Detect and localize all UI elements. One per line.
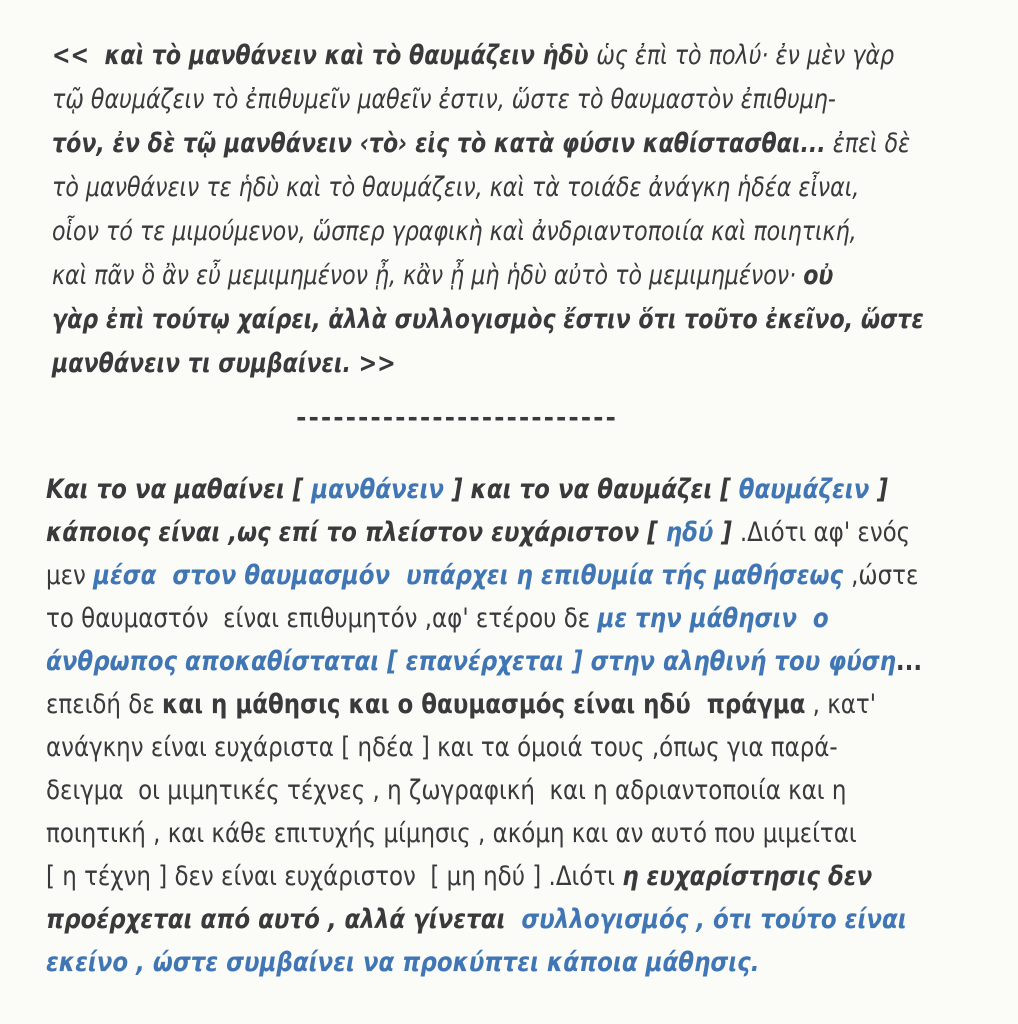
text-segment: άνθρωπος αποκαθίσταται [ επανέρχεται ] στην αληθινή του φύση bbox=[46, 646, 896, 677]
quote-line bbox=[52, 298, 924, 342]
quote-line bbox=[52, 254, 844, 298]
quote-line bbox=[52, 34, 895, 78]
text-segment: μέσα στον θαυμασμόν υπάρχει η επιθυμία τής μαθήσεως bbox=[93, 560, 852, 591]
text-segment: ποιητική , και κάθε επιτυχής μίμησις , ακόμη και αν αυτό που μιμείται bbox=[46, 818, 857, 849]
text-segment: συλλογισμός , ότι τούτο είναι bbox=[521, 904, 907, 935]
text-segment: με την μάθησιν ο bbox=[597, 603, 829, 634]
translation-line bbox=[46, 468, 888, 511]
text-segment: ] bbox=[869, 474, 888, 505]
translation-line bbox=[46, 941, 872, 984]
translation-line bbox=[46, 640, 923, 683]
text-segment: , κατ' bbox=[805, 689, 877, 720]
text-segment: [ η τέχνη ] δεν είναι ευχάριστον [ μη ηδύ ] .Διότι bbox=[46, 861, 623, 892]
quote-line bbox=[52, 166, 860, 210]
dashed-separator: -------------------------- bbox=[296, 403, 618, 432]
text-segment: το θαυμαστόν είναι επιθυμητόν ,αφ' ετέρου δε bbox=[46, 603, 598, 634]
text-segment: ,ώστε bbox=[851, 560, 919, 591]
ancient-greek-quote bbox=[0, 0, 1018, 386]
text-segment: ὡς ἐπὶ τὸ πολύ· ἐν μὲν γὰρ bbox=[596, 40, 895, 71]
translation-line bbox=[46, 898, 907, 941]
text-segment: οὐ bbox=[803, 260, 834, 291]
text-segment: .Διότι αφ' ενός bbox=[739, 517, 911, 548]
text-segment: ] bbox=[713, 517, 740, 548]
text-segment: θαυμάζειν bbox=[738, 474, 870, 505]
text-segment: γὰρ ἐπὶ τούτῳ χαίρει, ἀλλὰ συλλογισμὸς ἔστιν ὅτι τοῦτο ἐκεῖνο, ὥστε bbox=[52, 304, 924, 335]
text-segment: τόν, ἐν δὲ τῷ μανθάνειν ‹τὸ› εἰς τὸ κατὰ φύσιν καθίστασθαι... bbox=[52, 128, 826, 159]
text-segment: τὸ μανθάνειν τε ἡδὺ καὶ τὸ θαυμάζειν, καὶ τὰ τοιάδε ἀνάγκη ἡδέα εἶναι, bbox=[52, 172, 860, 203]
translation-line bbox=[46, 726, 872, 769]
translation-line bbox=[46, 812, 872, 855]
text-segment: ηδύ bbox=[665, 517, 714, 548]
translation-line bbox=[46, 855, 872, 898]
text-segment: η ευχαρίστησις δεν bbox=[622, 861, 873, 892]
text-segment: δειγμα οι μιμητικές τέχνες , η ζωγραφική και η αδριαντοποιία και η bbox=[46, 775, 847, 806]
modern-greek-translation bbox=[0, 436, 1018, 984]
quote-line bbox=[52, 122, 911, 166]
text-segment: μανθάνειν τι συμβαίνει. >> bbox=[52, 348, 396, 379]
text-segment: << καὶ τὸ μανθάνειν καὶ τὸ θαυμάζειν ἡδὺ bbox=[52, 40, 597, 71]
text-segment: εκείνο , ώστε συμβαίνει να προκύπτει κάποια μάθησις. bbox=[46, 947, 760, 978]
quote-line bbox=[52, 342, 844, 386]
text-segment: καὶ πᾶν ὃ ἂν εὖ μεμιμημένον ᾖ, κἂν ᾖ μὴ ἡδὺ αὐτὸ τὸ μεμιμημένον· bbox=[52, 260, 804, 291]
text-segment: οἷον τό τε μιμούμενον, ὥσπερ γραφικὴ καὶ ἀνδριαντοποιία καὶ ποιητική, bbox=[52, 216, 857, 247]
text-segment: ] και το να θαυμάζει [ bbox=[444, 474, 739, 505]
text-segment: τῷ θαυμάζειν τὸ ἐπιθυμεῖν μαθεῖν ἐστιν, ὥστε τὸ θαυμαστὸν ἐπιθυμη- bbox=[52, 84, 836, 115]
text-segment: μεν bbox=[46, 560, 94, 591]
translation-line bbox=[46, 769, 872, 812]
translation-line bbox=[46, 683, 877, 726]
text-segment: ... bbox=[895, 646, 923, 677]
text-segment: προέρχεται από αυτό , αλλά γίνεται bbox=[46, 904, 522, 935]
quote-line bbox=[52, 210, 857, 254]
text-segment: μανθάνειν bbox=[311, 474, 445, 505]
text-segment: και η μάθησις και ο θαυμασμός είναι ηδύ πράγμα bbox=[162, 689, 806, 720]
text-segment: ἐπεὶ δὲ bbox=[825, 128, 911, 159]
text-segment: Και το να μαθαίνει [ bbox=[46, 474, 312, 505]
translation-line bbox=[46, 597, 872, 640]
text-segment: κάποιος είναι ,ως επί το πλείστον ευχάριστον [ bbox=[46, 517, 666, 548]
quote-line bbox=[52, 78, 844, 122]
text-segment: επειδή δε bbox=[46, 689, 163, 720]
text-segment: ανάγκην είναι ευχάριστα [ ηδέα ] και τα όμοιά τους ,όπως για παρά- bbox=[46, 732, 838, 763]
translation-line bbox=[46, 554, 919, 597]
translation-line bbox=[46, 511, 911, 554]
